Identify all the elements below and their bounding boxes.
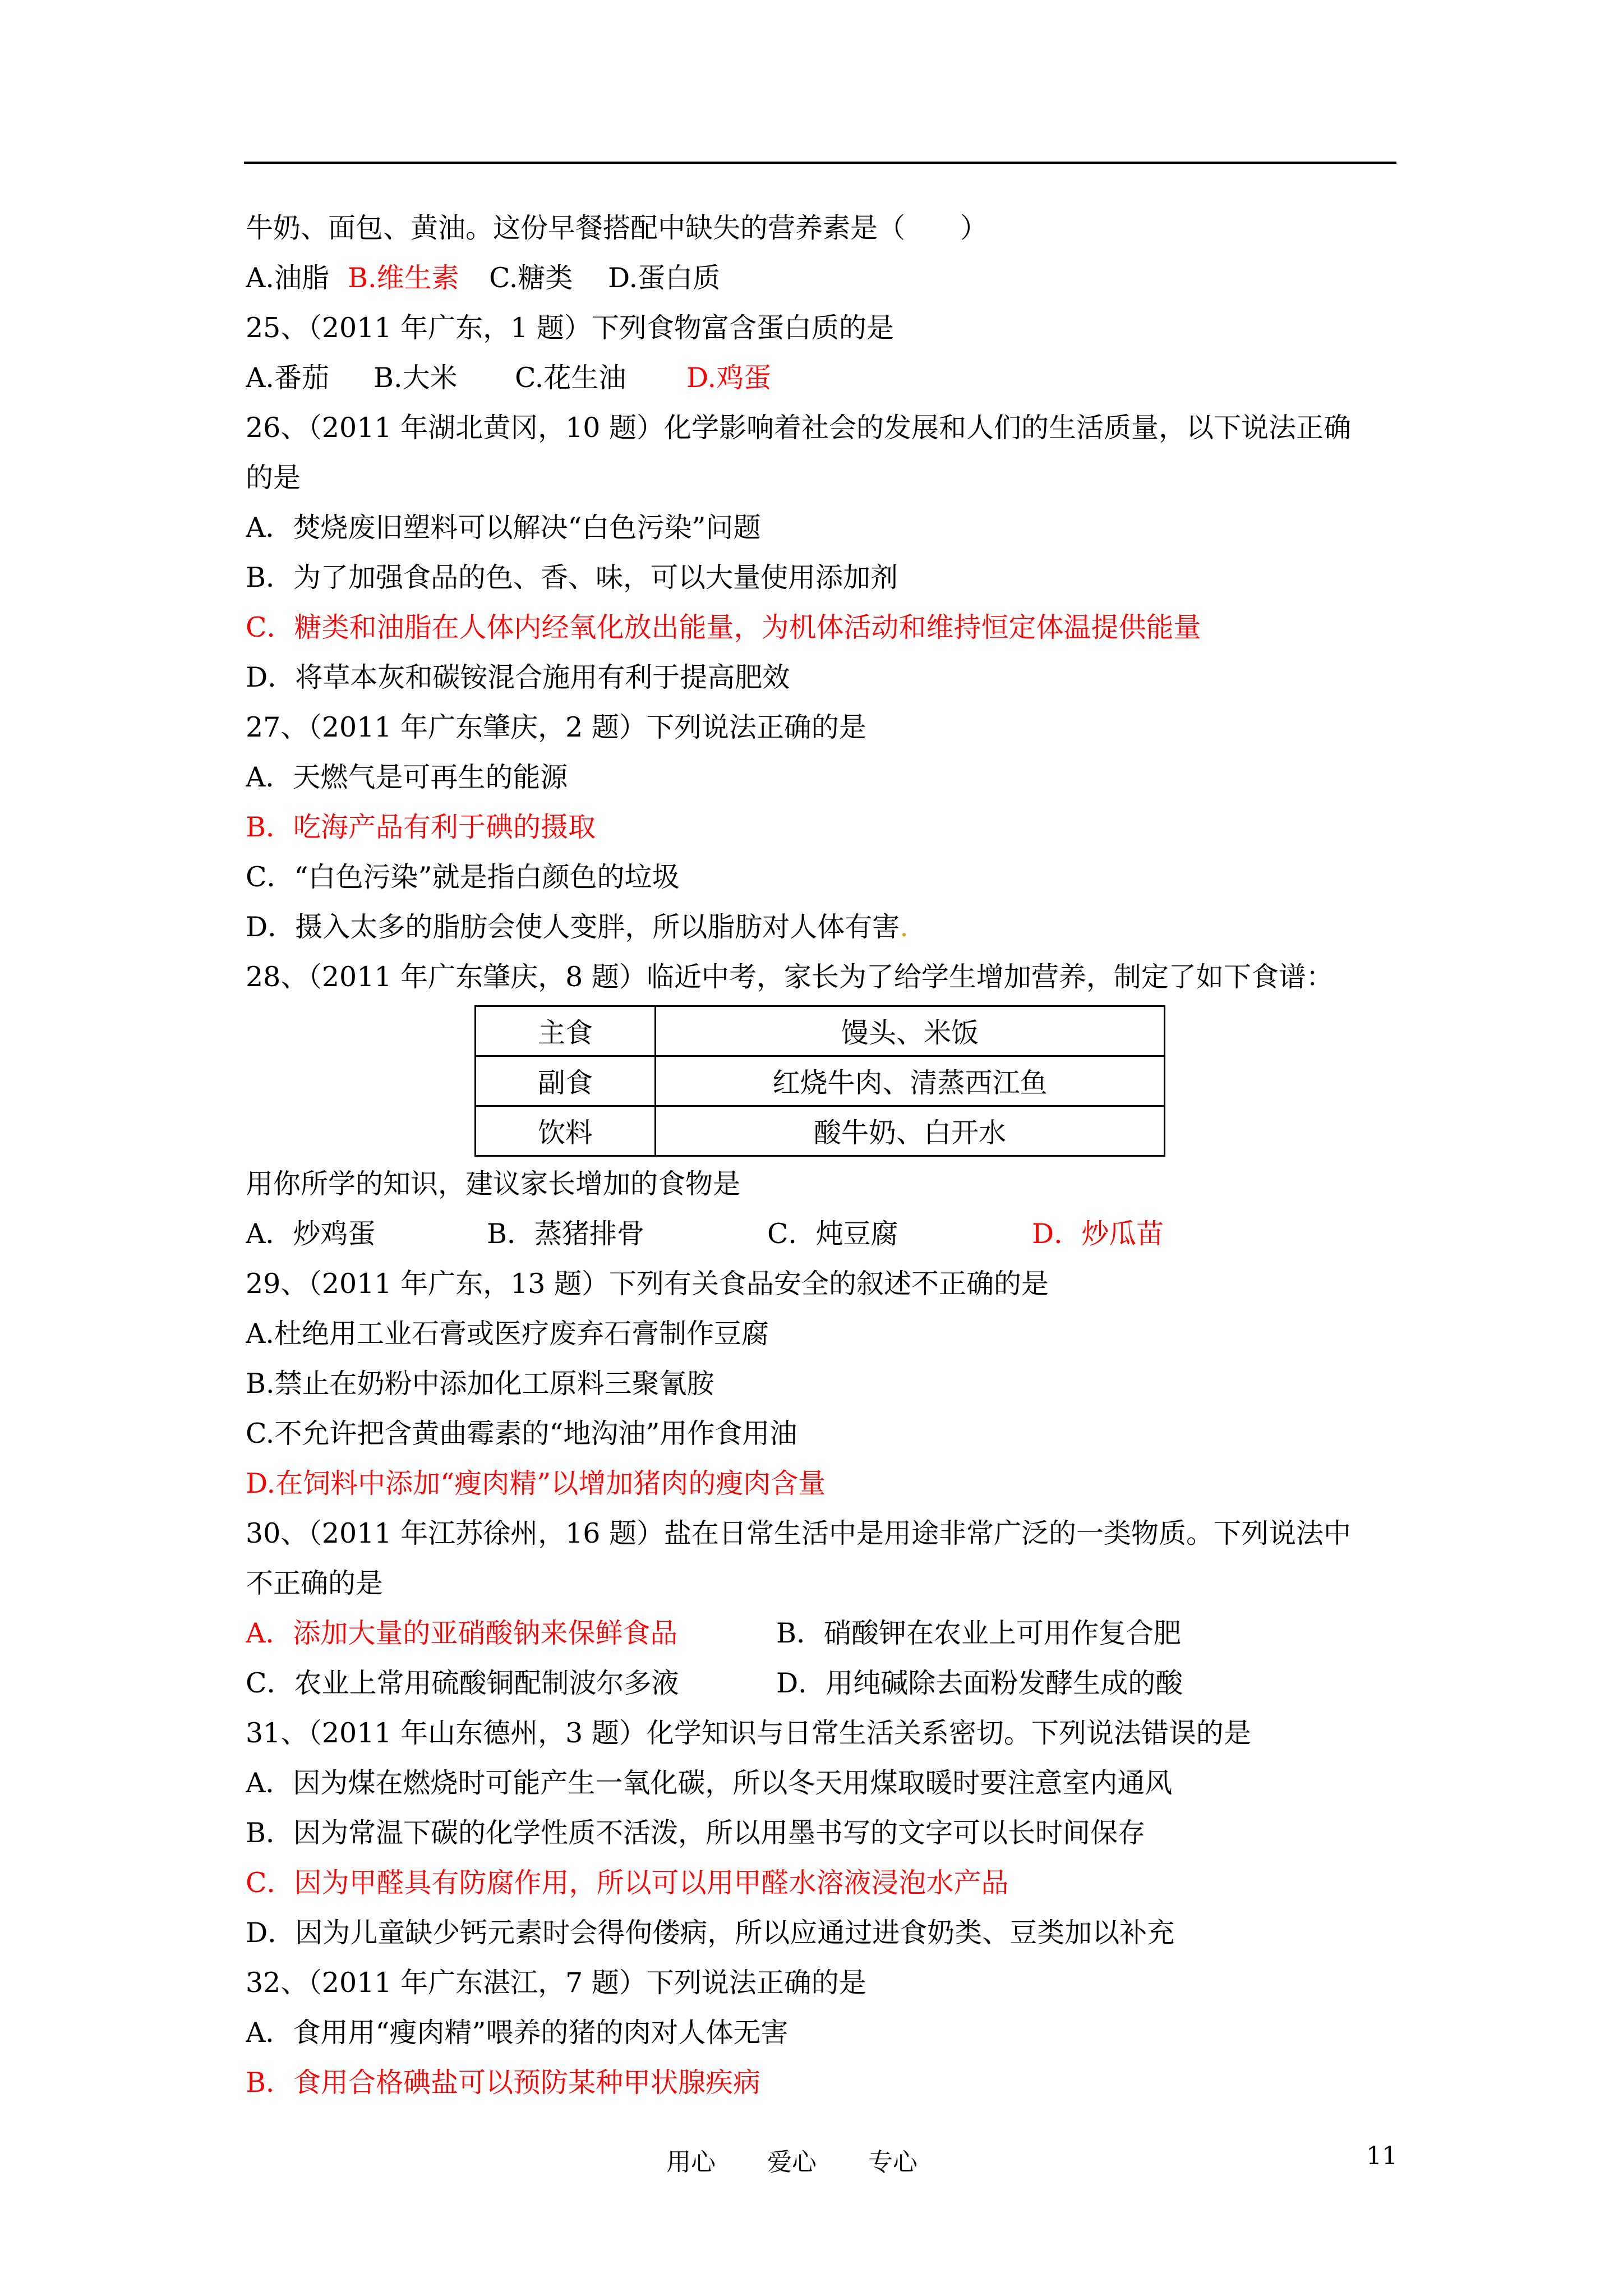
q25-option-a: A.番茄 — [246, 362, 329, 394]
q31-option-c: C．因为甲醛具有防腐作用，所以可以用甲醛水溶液浸泡水产品 — [246, 1867, 1009, 1899]
q25-options — [246, 353, 1401, 403]
q29-option-b: B.禁止在奶粉中添加化工原料三聚氰胺 — [246, 1368, 714, 1400]
q32-option-a: A．食用用“瘦肉精”喂养的猪的肉对人体无害 — [246, 2017, 789, 2049]
q32-stem: 32、（2011 年广东湛江，7 题）下列说法正确的是 — [246, 1967, 866, 1999]
q28-option-b: B．蒸猪排骨 — [487, 1218, 645, 1250]
q30-option-d: D．用纯碱除去面粉发酵生成的酸 — [776, 1667, 1183, 1699]
q28-option-a: A．炒鸡蛋 — [246, 1218, 376, 1250]
menu-value: 酸牛奶、白开水 — [656, 1106, 1165, 1156]
q27-option-b: B．吃海产品有利于碘的摄取 — [246, 811, 596, 843]
table-row — [476, 1056, 1165, 1106]
q24-options — [246, 253, 1401, 303]
q26-stem: 26、（2011 年湖北黄冈，10 题）化学影响着社会的发展和人们的生活质量，以下说法正确 — [246, 412, 1352, 444]
q26-option-d: D．将草本灰和碳铵混合施用有利于提高肥效 — [246, 661, 790, 693]
q29-option-a: A.杜绝用工业石膏或医疗废弃石膏制作豆腐 — [246, 1318, 769, 1350]
q27-stem: 27、（2011 年广东肇庆，2 题）下列说法正确的是 — [246, 711, 866, 743]
header-rule — [244, 162, 1396, 164]
q28-option-d: D．炒瓜苗 — [1032, 1218, 1164, 1250]
menu-key: 主食 — [476, 1006, 656, 1056]
content — [246, 203, 1401, 2108]
footer-motto-3: 专心 — [868, 2148, 917, 2177]
q31-option-d: D．因为儿童缺少钙元素时会得佝偻病，所以应通过进食奶类、豆类加以补充 — [246, 1917, 1175, 1949]
q30-options-cd — [246, 1658, 1401, 1708]
footer-motto-1: 用心 — [666, 2148, 716, 2177]
q25-option-c: C.花生油 — [515, 362, 626, 394]
menu-key: 饮料 — [476, 1106, 656, 1156]
q31-stem: 31、（2011 年山东德州，3 题）化学知识与日常生活关系密切。下列说法错误的是 — [246, 1717, 1251, 1749]
q29-option-d: D.在饲料中添加“瘦肉精”以增加猪肉的瘦肉含量 — [246, 1467, 826, 1499]
page-number: 11 — [1366, 2142, 1398, 2170]
q28-options — [246, 1209, 1401, 1259]
q29-stem: 29、（2011 年广东，13 题）下列有关食品安全的叙述不正确的是 — [246, 1268, 1049, 1300]
q31-option-b: B．因为常温下碳的化学性质不活泼，所以用墨书写的文字可以长时间保存 — [246, 1817, 1146, 1849]
footer-motto-2: 爱心 — [767, 2148, 817, 2177]
q24-option-b: B.维生素 — [348, 262, 459, 294]
q24-option-d: D.蛋白质 — [608, 262, 721, 294]
q28-after: 用你所学的知识，建议家长增加的食物是 — [246, 1168, 741, 1200]
q26-option-c: C．糖类和油脂在人体内经氧化放出能量，为机体活动和维持恒定体温提供能量 — [246, 611, 1201, 643]
footer-motto — [666, 2142, 917, 2178]
q27-option-c: C．“白色污染”就是指白颜色的垃圾 — [246, 861, 680, 893]
q25-stem: 25、（2011 年广东，1 题）下列食物富含蛋白质的是 — [246, 312, 894, 344]
q24-option-a: A.油脂 — [246, 262, 329, 294]
q32-option-b: B．食用合格碘盐可以预防某种甲状腺疾病 — [246, 2067, 761, 2099]
table-row — [476, 1006, 1165, 1056]
q27-option-d-line — [246, 902, 1401, 952]
q30-option-b: B．硝酸钾在农业上可用作复合肥 — [776, 1617, 1182, 1649]
menu-value: 馒头、米饭 — [656, 1006, 1165, 1056]
q30-option-c: C．农业上常用硫酸铜配制波尔多液 — [246, 1667, 679, 1699]
q27-option-d-mark: . — [900, 911, 909, 943]
menu-key: 副食 — [476, 1056, 656, 1106]
q28-option-c: C．炖豆腐 — [767, 1218, 898, 1250]
q30-stem-cont: 不正确的是 — [246, 1567, 384, 1599]
q26-option-a: A．焚烧废旧塑料可以解决“白色污染”问题 — [246, 512, 761, 544]
q30-options-ab — [246, 1608, 1401, 1658]
table-row — [476, 1106, 1165, 1156]
menu-value: 红烧牛肉、清蒸西江鱼 — [656, 1056, 1165, 1106]
q28-menu-table — [474, 1005, 1165, 1157]
q27-option-a: A．天燃气是可再生的能源 — [246, 761, 568, 793]
q30-stem: 30、（2011 年江苏徐州，16 题）盐在日常生活中是用途非常广泛的一类物质。下列说法中 — [246, 1517, 1352, 1549]
q26-option-b: B．为了加强食品的色、香、味，可以大量使用添加剂 — [246, 562, 898, 593]
q24-continuation: 牛奶、面包、黄油。这份早餐搭配中缺失的营养素是（ ） — [246, 212, 988, 244]
q25-option-b: B.大米 — [374, 362, 458, 394]
q30-option-a: A．添加大量的亚硝酸钠来保鲜食品 — [246, 1617, 678, 1649]
q26-stem-cont: 的是 — [246, 462, 301, 494]
q28-stem: 28、（2011 年广东肇庆，8 题）临近中考，家长为了给学生增加营养，制定了如下食谱： — [246, 961, 1334, 993]
q31-option-a: A．因为煤在燃烧时可能产生一氧化碳，所以冬天用煤取暖时要注意室内通风 — [246, 1767, 1173, 1799]
q27-option-d: D．摄入太多的脂肪会使人变胖，所以脂肪对人体有害 — [246, 911, 900, 943]
q24-option-c: C.糖类 — [489, 262, 573, 294]
q29-option-c: C.不允许把含黄曲霉素的“地沟油”用作食用油 — [246, 1418, 797, 1450]
q25-option-d: D.鸡蛋 — [686, 362, 772, 394]
